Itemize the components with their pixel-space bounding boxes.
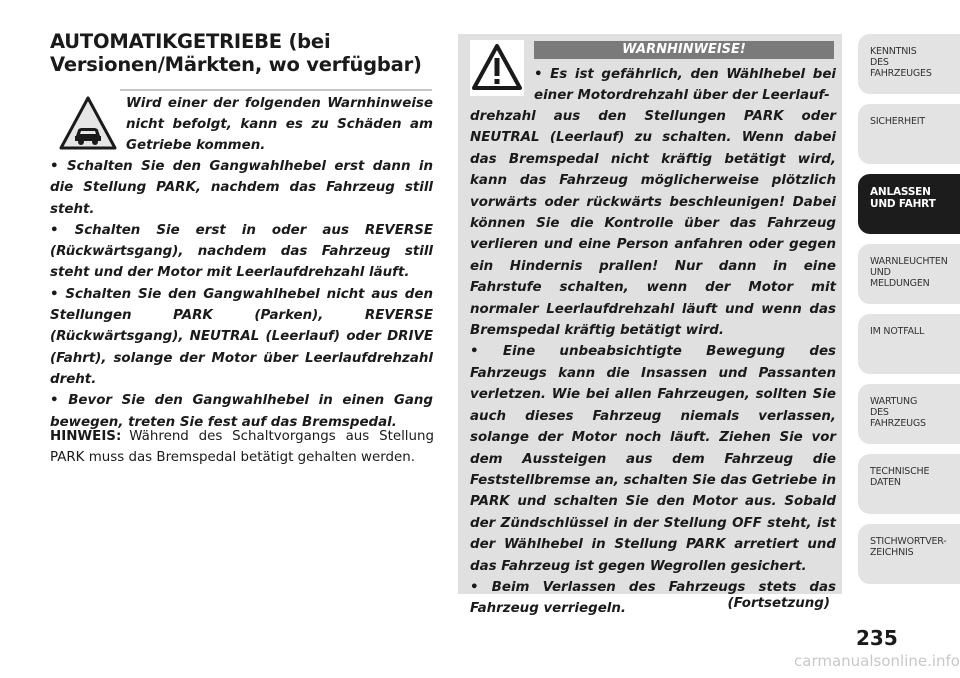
title-main: AUTOMATIKGETRIEBE xyxy=(50,30,282,53)
list-item: • Schalten Sie den Gangwahlhebel erst dann in die Stellung PARK, nachdem das Fahrzeug still steht. xyxy=(50,159,433,217)
title-qualifier: (bei Versionen/Märkten, wo verfügbar) xyxy=(50,30,422,76)
tab-kenntnis[interactable] xyxy=(858,34,960,94)
warning-paragraph: • Eine unbeabsichtigte Bewegung des Fahrzeugs kann die Insassen und Passanten verletzen. Wie bei allen Fahrzeugen, sollten Sie auch dieses Fahrzeug niemals verlassen, solange der Motor noch läuft. Ziehen Sie vor dem Aussteigen aus dem Fahrzeug die Feststellbremse an, schalten Sie das Getriebe in PARK und schalten Sie den Motor aus. Sobald der Zündschlüssel in der Stellung OFF steht, ist der Wählhebel in Stellung PARK arretiert und das Fahrzeug ist gegen Wegrollen gesichert. xyxy=(470,344,836,574)
warning-triangle-icon xyxy=(470,40,524,96)
tab-label: WARNLEUCHTEN UND MELDUNGEN xyxy=(870,256,948,289)
tab-label: KENNTNIS DES FAHRZEUGES xyxy=(870,46,932,79)
note-label: HINWEIS: xyxy=(50,429,122,444)
tab-label: IM NOTFALL xyxy=(870,326,925,337)
tab-wartung[interactable] xyxy=(858,384,960,444)
tab-label: STICHWORTVER- ZEICHNIS xyxy=(870,536,947,558)
warning-body xyxy=(470,106,836,620)
page-title xyxy=(50,30,450,76)
list-item: • Schalten Sie den Gangwahlhebel nicht aus den Stellungen PARK (Parken), REVERSE (Rückwärtsgang), NEUTRAL (Leerlauf) oder DRIVE (Fahrt), solange der Motor über Leerlaufdrehzahl dreht. xyxy=(50,286,433,387)
tab-technische-daten[interactable] xyxy=(858,454,960,514)
warning-paragraph: drehzahl aus den Stellungen PARK oder NEUTRAL (Leerlauf) zu schalten. Wenn dabei das Bremspedal nicht kräftig betätigt wird, kann das Fahrzeug möglicherweise plötzlich vorwärts oder rückwärts beschleunigen! Dabei können Sie die Kontrolle über das Fahrzeug verlieren und eine Person anfahren oder gegen ein Hindernis prallen! Nur dann in eine Fahrstufe schalten, wenn der Motor mit normaler Leerlaufdrehzahl läuft und wenn das Bremspedal kräftig betätigt wird. xyxy=(470,109,836,339)
car-caution-icon xyxy=(58,94,118,152)
warning-lead-text: • Es ist gefährlich, den Wählhebel bei einer Motordrehzahl über der Leerlauf- xyxy=(534,67,836,104)
chapter-tabs xyxy=(858,34,960,594)
tab-notfall[interactable] xyxy=(858,314,960,374)
tab-anlassen[interactable] xyxy=(858,174,960,234)
tab-stichwortverzeichnis[interactable] xyxy=(858,524,960,584)
caution-bullet-list xyxy=(50,156,433,433)
list-item: • Bevor Sie den Gangwahlhebel in einen Gang bewegen, treten Sie fest auf das Bremspedal. xyxy=(50,393,433,430)
note-text: Während des Schaltvorgangs aus Stellung PARK muss das Bremspedal betätigt gehalten werden. xyxy=(50,429,434,465)
tab-label: WARTUNG DES FAHRZEUGS xyxy=(870,396,926,429)
caution-text: Wird einer der folgenden Warnhinweise nicht befolgt, kann es zu Schäden am Getriebe kommen. xyxy=(126,96,433,153)
page-number: 235 xyxy=(856,626,898,650)
tab-label: ANLASSEN UND FAHRT xyxy=(870,186,936,210)
note-paragraph xyxy=(50,426,434,468)
watermark: carmanualsonline.info xyxy=(794,652,960,670)
divider xyxy=(120,89,432,91)
continued-label: (Fortsetzung) xyxy=(727,596,830,611)
warning-paragraph: • Beim Verlassen des Fahrzeugs stets das Fahrzeug verriegeln. xyxy=(470,579,836,617)
tab-label: TECHNISCHE DATEN xyxy=(870,466,930,488)
warning-header: WARNHINWEISE! xyxy=(534,41,834,59)
list-item: • Schalten Sie erst in oder aus REVERSE (Rückwärtsgang), nachdem das Fahrzeug still steht und der Motor mit Leerlaufdrehzahl läuft. xyxy=(50,222,433,281)
tab-label: SICHERHEIT xyxy=(870,116,925,127)
tab-warnleuchten[interactable] xyxy=(858,244,960,304)
warning-icon-container xyxy=(470,40,524,96)
tab-sicherheit[interactable] xyxy=(858,104,960,164)
